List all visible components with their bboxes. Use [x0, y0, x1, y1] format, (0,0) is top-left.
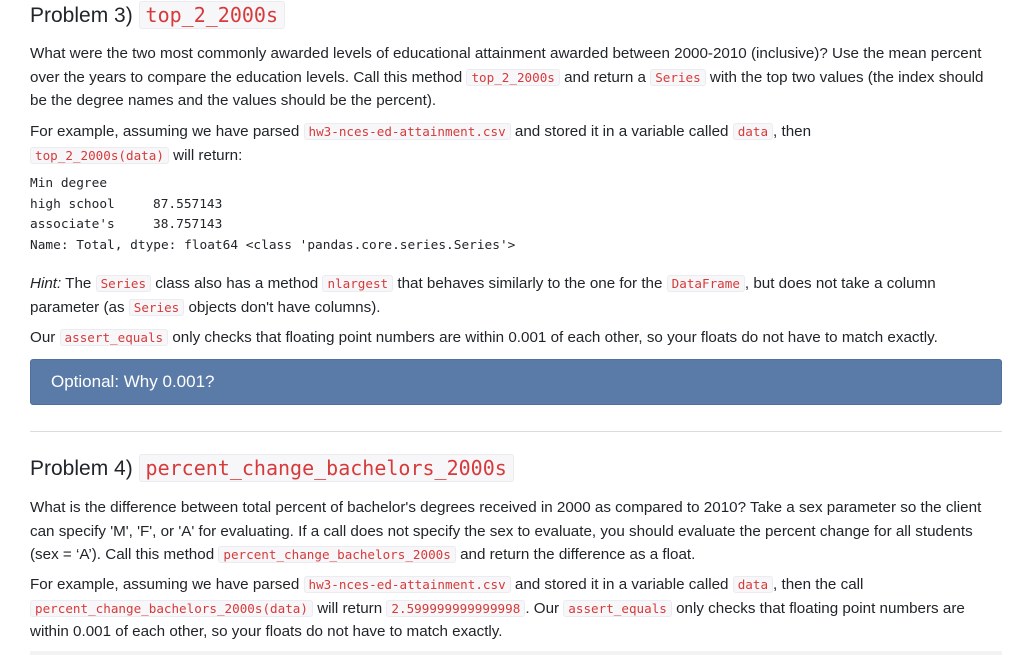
inline-code: hw3-nces-ed-attainment.csv [304, 576, 511, 593]
inline-code: Series [650, 69, 706, 86]
output-value: 38.757143 [153, 217, 223, 232]
output-label: high school [30, 196, 115, 212]
problem-3-heading [30, 3, 285, 28]
text: will return: [168, 146, 243, 164]
text: , but does not take a column parameter (as [30, 275, 936, 316]
inline-code: percent_change_bachelors_2000s [218, 546, 455, 563]
output-label: associate's [30, 217, 115, 232]
inline-code: DataFrame [667, 275, 745, 292]
text: . Our [525, 599, 564, 617]
problem-4-example [30, 573, 998, 644]
text: class also has a method [151, 275, 323, 292]
inline-code: 2.599999999999998 [386, 600, 525, 617]
problem-4-heading-text: Problem 4) [30, 457, 133, 480]
text: only checks that floating point numbers are within 0.001 of each other, so your floats do not have to match exactly. [30, 599, 965, 640]
inline-code: top_2_2000s(data) [30, 147, 169, 164]
output-value: 87.557143 [153, 196, 223, 212]
problem-4-heading [30, 456, 514, 481]
text: only checks that floating point numbers are within 0.001 of each other, so your floats do not have to match exactly. [168, 329, 938, 346]
inline-code: data [733, 123, 773, 140]
optional-why-banner[interactable]: Optional: Why 0.001? [30, 359, 1002, 405]
inline-code: nlargest [322, 275, 393, 292]
problem-3-hint [30, 272, 998, 319]
output-header: Min degree [30, 176, 108, 191]
text: , then the call [773, 576, 864, 593]
text: that behaves similarly to the one for the [393, 275, 667, 292]
inline-code: percent_change_bachelors_2000s(data) [30, 600, 313, 617]
output-footer: Name: Total, dtype: float64 <class 'pandas.core.series.Series'> [30, 237, 516, 253]
text: and return a [559, 68, 651, 86]
text: Our [30, 329, 60, 346]
text: and stored it in a variable called [510, 123, 733, 140]
inline-code: top_2_2000s [466, 69, 559, 86]
text: will return [312, 599, 387, 617]
text: For example, assuming we have parsed [30, 576, 304, 593]
example-output [30, 174, 515, 256]
output-row [30, 195, 515, 216]
text: and return the difference as a float. [455, 546, 696, 563]
inline-code: data [733, 576, 773, 593]
problem-4-description [30, 496, 998, 567]
problem-4-heading-code: percent_change_bachelors_2000s [139, 454, 514, 482]
problem-3-heading-code: top_2_2000s [139, 1, 285, 29]
text: with the top two values (the index should be the degree names and the values should be the percent). [30, 68, 984, 109]
text: What were the two most commonly awarded levels of educational attainment awarded between 2000-2010 (inclusive)? Use the mean percent over the years to compare the education levels. Call this method [30, 45, 982, 86]
problem-3-example [30, 120, 998, 167]
next-cell-edge [30, 651, 1002, 655]
text: The [61, 275, 96, 292]
inline-code: assert_equals [60, 329, 169, 346]
inline-code: hw3-nces-ed-attainment.csv [304, 123, 511, 140]
section-divider [30, 431, 1002, 432]
text: objects don't have columns). [184, 298, 381, 316]
hint-label: Hint: [30, 275, 62, 292]
output-row [30, 215, 515, 236]
text: and stored it in a variable called [510, 576, 733, 593]
inline-code: assert_equals [563, 600, 672, 617]
text: What is the difference between total percent of bachelor's degrees received in 2000 as compared to 2010? Take a sex parameter so the client can specify 'M', 'F', or 'A' for evaluating. If a call does not specify the sex to evaluate, you should evaluate the percent change for all students (sex = ‘A’). Call this method [30, 499, 982, 563]
text: , then [773, 123, 812, 140]
problem-3-description [30, 42, 998, 113]
problem-3-heading-text: Problem 3) [30, 4, 133, 27]
inline-code: Series [129, 299, 185, 316]
text: For example, assuming we have parsed [30, 123, 304, 140]
inline-code: Series [96, 275, 152, 292]
problem-3-assert-note [30, 326, 998, 350]
